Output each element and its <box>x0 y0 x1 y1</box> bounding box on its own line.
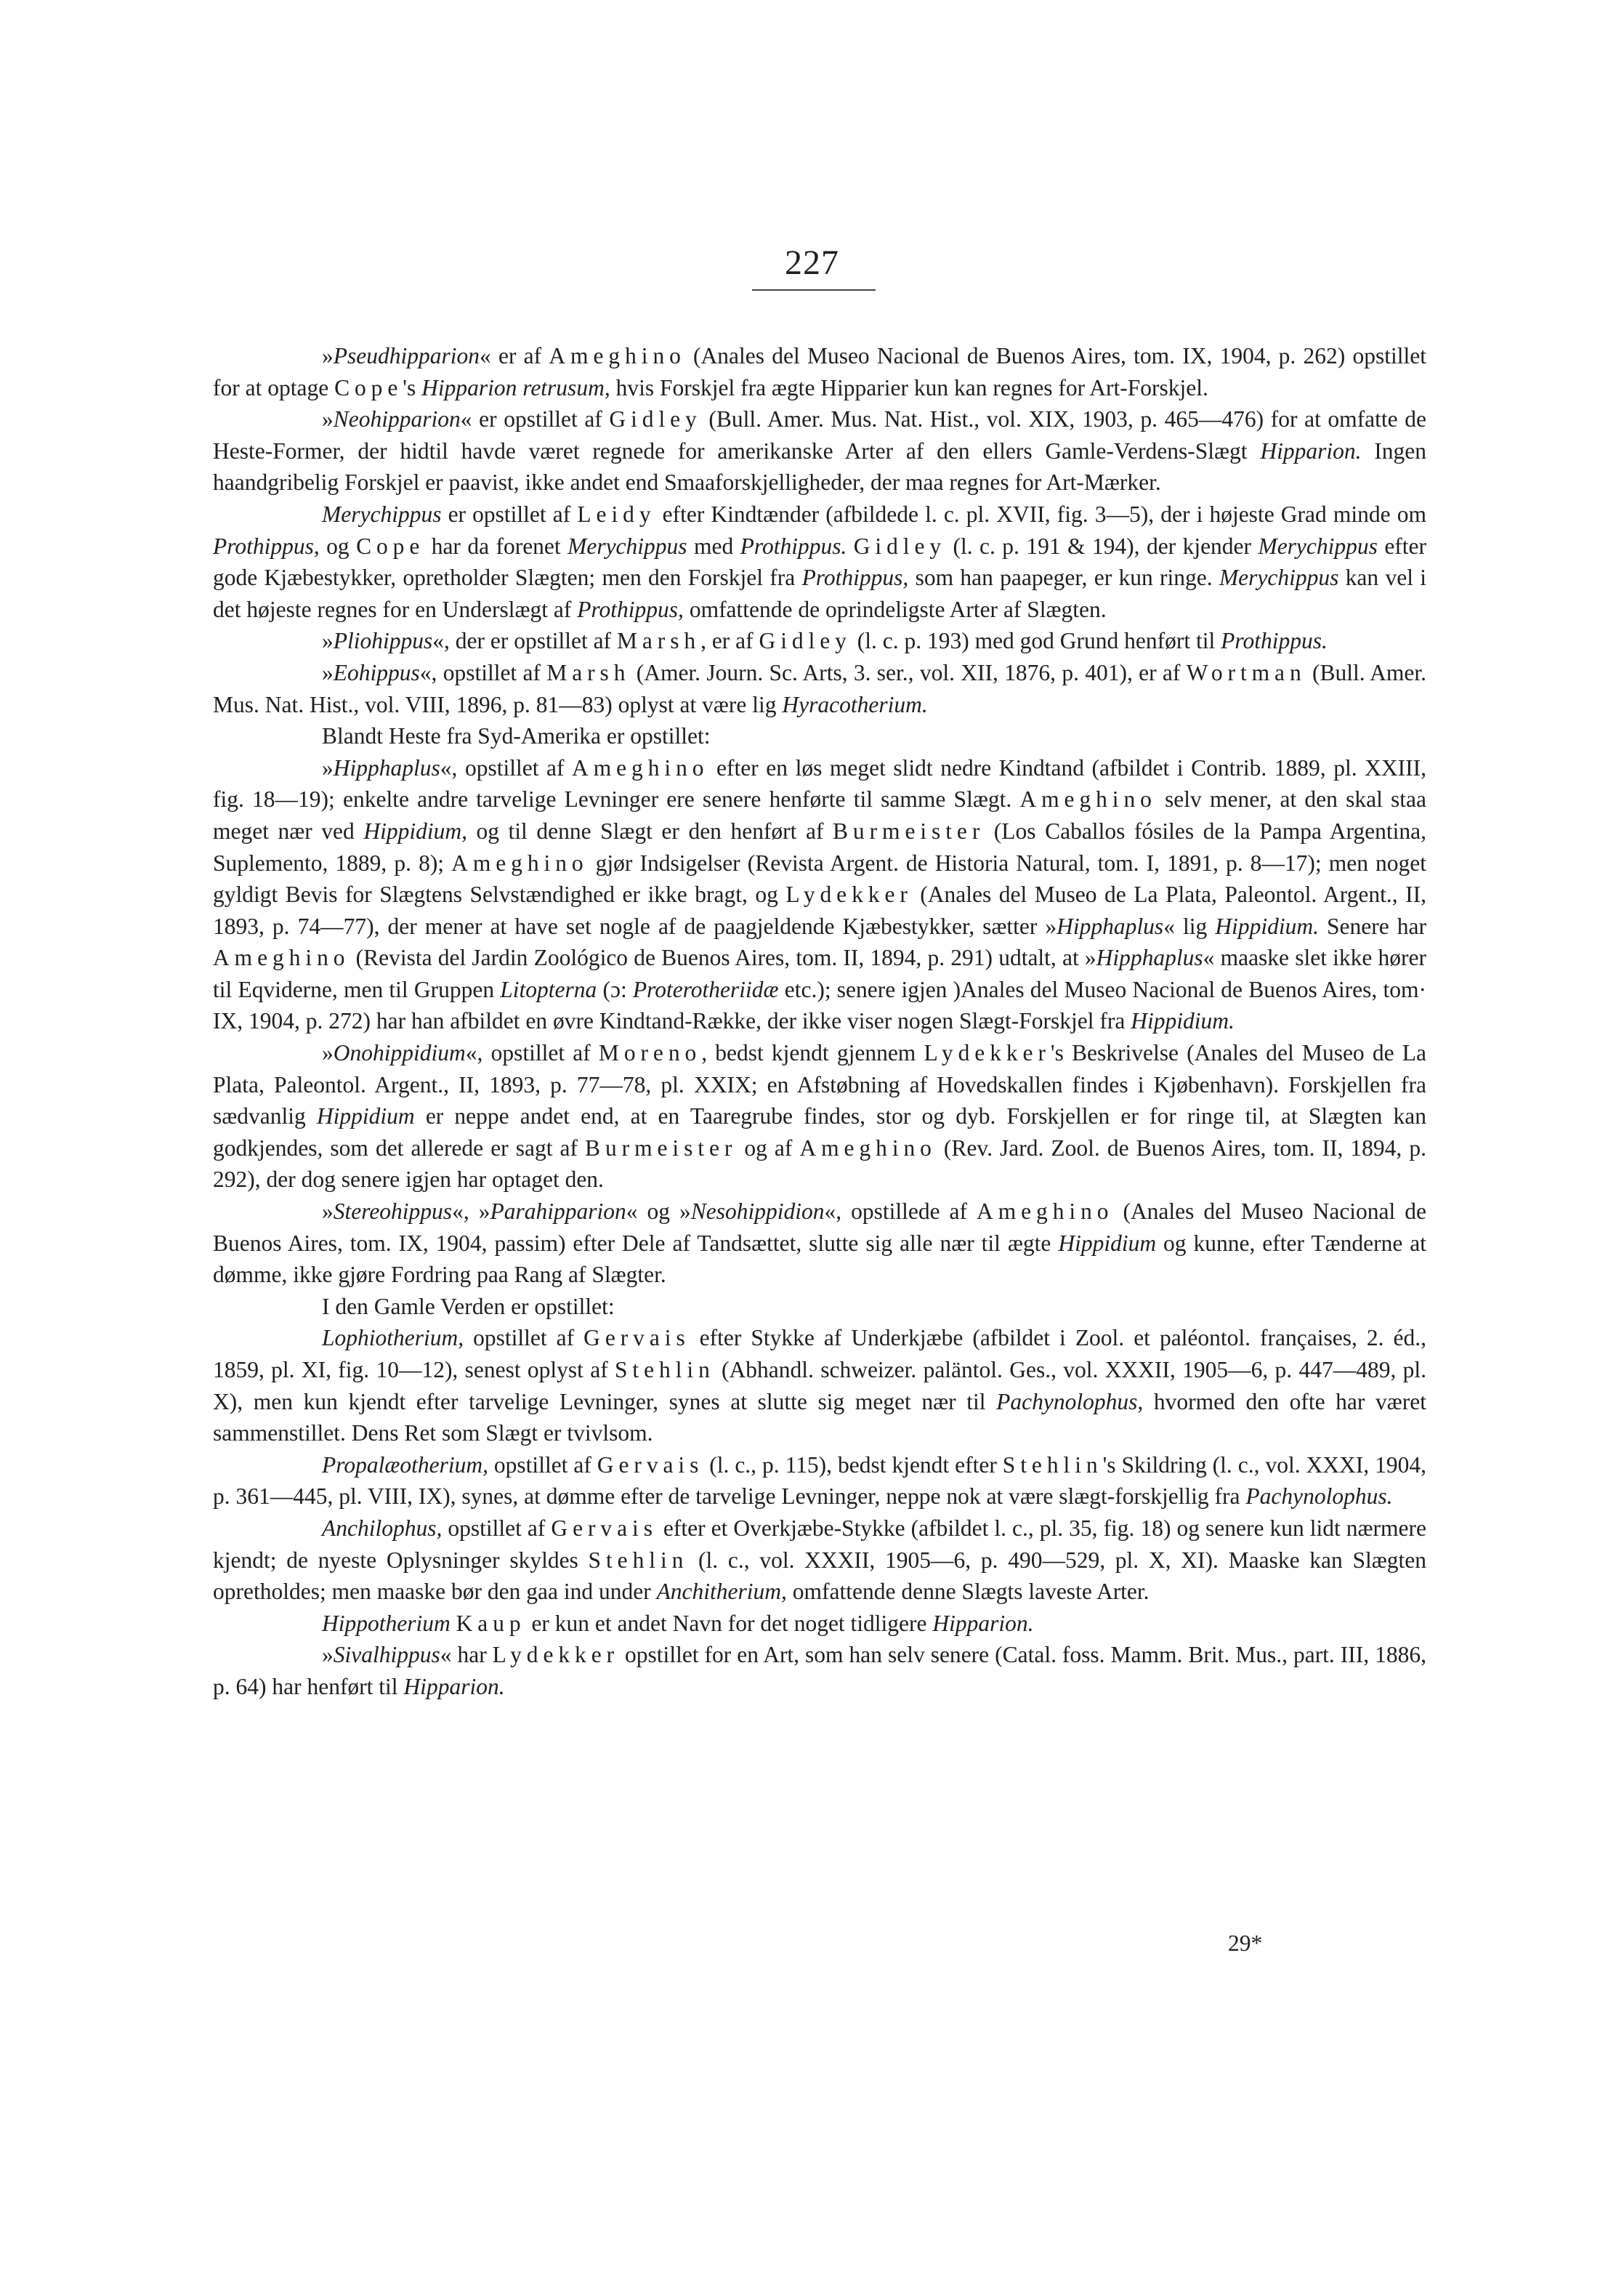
text-run: omfattende de oprindeligste Arter af Slægten. <box>683 596 1107 622</box>
paragraph <box>213 1639 1426 1702</box>
text-run: er opstillet af <box>441 501 578 527</box>
printer-signature: 29* <box>1228 1930 1263 1956</box>
text-run <box>847 533 853 559</box>
text-run: som han paapeger, er kun ringe. <box>908 565 1219 591</box>
paragraph <box>213 1322 1426 1449</box>
author-name: Gervais <box>597 1451 704 1478</box>
text-run: Ingen haandgribelig Forskjel er paavist, ikke andet end Smaaforskjelligheder, der maa regnes for Art-Mærker. <box>213 438 1426 496</box>
text-run: opstillet af <box>464 1325 584 1351</box>
author-name: Ameghino <box>549 343 686 368</box>
author-name: Marsh <box>616 628 701 654</box>
taxon-name: Prothippus, <box>577 596 684 622</box>
text-run: og af <box>737 1135 800 1161</box>
taxon-name: Hippidium <box>1058 1230 1157 1256</box>
text-run: I den Gamle Verden er opstillet: <box>322 1293 615 1319</box>
text-run: er neppe andet end, at en Taaregrube findes, stor og dyb. Forskjellen er for ringe til, at Slægten kan godkjendes, som det allerede er sagt af <box>213 1103 1426 1161</box>
author-name: Cope <box>334 374 403 400</box>
text-run: » <box>322 1040 334 1066</box>
text-run: (Anales del Museo Nacional de Buenos Aires, tom. IX, 1904, p. 262) opstillet for at optage <box>213 343 1426 400</box>
author-name: Gidley <box>853 533 947 559</box>
author-name: Lydekker <box>785 882 913 908</box>
text-run: «, opstillet af <box>465 1040 599 1066</box>
text-run: gjør Indsigelser (Revista Argent. de Historia Natural, tom. I, 1891, p. 8—17); men noget gyldigt Bevis for Slægtens Selvstændighed er ikke bragt, og <box>213 850 1426 908</box>
text-run: » <box>322 659 334 685</box>
taxon-name: Prothippus, <box>801 565 909 591</box>
text-run: opstillet for en Art, som han selv senere (Catal. foss. Mamm. Brit. Mus., part. III, 1886, p. 64) har henført til <box>213 1642 1426 1699</box>
taxon-name: Neohipparion <box>333 406 461 432</box>
taxon-name: Merychippus <box>567 533 687 559</box>
text-run: «, opstillet af <box>419 659 547 685</box>
taxon-name: Stereohippus <box>333 1199 453 1225</box>
text-run: , bedst kjendt gjennem <box>701 1040 924 1066</box>
text-run: 's Beskrivelse (Anales del Museo de La Plata, Paleontol. Argent., II, 1893, p. 77—78, pl. XXIX; en Afstøbning af Hovedskallen findes i Kjøbenhavn). Forskjellen fra sædvanlig <box>213 1040 1426 1129</box>
paragraph <box>213 1449 1426 1512</box>
paragraph <box>213 340 1426 403</box>
text-run: (Bull. Amer. Mus. Nat. Hist., vol. XIX, 1903, p. 465—476) for at omfatte de Heste-Former, der hidtil havde været regnede for amerikanske Arter af den ellers Gamle-Verdens-Slægt <box>213 406 1426 464</box>
text-run: kan vel i det højeste regnes for en Underslægt af <box>213 565 1426 622</box>
author-name: Ameghino <box>977 1199 1114 1225</box>
text-run: efter Stykke af Underkjæbe (afbildet i Zool. et paléontol. françaises, 2. éd., 1859, pl. XI, fig. 10—12), senest oplyst af <box>213 1325 1426 1382</box>
text-run: og kunne, efter Tænderne at dømme, ikke gjøre Fordring paa Rang af Slægter. <box>213 1230 1427 1288</box>
paragraph <box>213 752 1426 1037</box>
author-name: Ameghino <box>451 850 589 876</box>
text-run: (l. c., p. 115), bedst kjendt efter <box>703 1451 1003 1478</box>
paragraph <box>213 657 1426 720</box>
text-run: Blandt Heste fra Syd-Amerika er opstillet: <box>322 723 711 749</box>
page-number: 227 <box>785 243 839 282</box>
text-run: » <box>322 343 334 368</box>
text-run: hvormed den ofte har været sammenstillet. Dens Ret som Slægt er tvivlsom. <box>213 1388 1426 1446</box>
taxon-name: Hippidium. <box>1215 913 1319 939</box>
text-run: « lig <box>1163 913 1216 939</box>
taxon-name: Pachynolophus, <box>996 1388 1144 1414</box>
taxon-name: Merychippus <box>1258 533 1378 559</box>
paragraph <box>213 1512 1426 1608</box>
taxon-name: Hippidium <box>316 1103 415 1129</box>
taxon-name: Onohippidium <box>333 1040 466 1066</box>
text-run: efter gode Kjæbestykker, opretholder Slægten; men den Forskjel fra <box>213 533 1427 591</box>
author-name: Lydekker <box>492 1642 620 1668</box>
author-name: Kaup <box>456 1610 526 1636</box>
paragraph <box>213 625 1426 657</box>
text-run: « og » <box>626 1199 691 1225</box>
body-text <box>213 340 1426 1703</box>
taxon-name: Prothippus. <box>740 533 847 559</box>
taxon-name: Merychippus <box>322 501 442 527</box>
author-name: Burmeister <box>832 818 985 844</box>
paragraph <box>213 1291 1426 1323</box>
taxon-name: Hippotherium <box>322 1610 451 1636</box>
text-run: Senere har <box>1318 913 1426 939</box>
taxon-name: Hyracotherium. <box>782 691 928 717</box>
paragraph <box>213 1608 1426 1640</box>
author-name: Ameghino <box>799 1135 937 1161</box>
text-run: (ɔ: <box>597 976 633 1002</box>
paragraph <box>213 499 1426 625</box>
text-run: «, » <box>452 1199 490 1225</box>
author-name: Ameghino <box>1019 786 1157 813</box>
text-run: » <box>322 754 334 781</box>
paragraph <box>213 1037 1426 1196</box>
taxon-name: Proterotheriidæ <box>632 976 779 1002</box>
paragraph <box>213 403 1426 499</box>
taxon-name: Hipphaplus <box>333 754 440 781</box>
text-run: opstillet af <box>442 1515 552 1541</box>
taxon-name: Lophiotherium, <box>322 1325 464 1351</box>
text-run: « er af <box>480 343 549 368</box>
taxon-name: Merychippus <box>1219 565 1339 591</box>
text-run: etc.); senere igjen )Anales del Museo Nacional de Buenos Aires, tom· IX, 1904, p. 272) har han afbildet en øvre Kindtand-Række, der ikke viser nogen Slægt-Forskjel fra <box>213 976 1426 1034</box>
text-run: (Amer. Journ. Sc. Arts, 3. ser., vol. XII, 1876, p. 401), er af <box>630 659 1187 685</box>
text-run: (Anales del Museo Nacional de Buenos Aires, tom. IX, 1904, passim) efter Dele af Tandsættet, slutte sig alle nær til ægte <box>213 1199 1427 1256</box>
taxon-name: Anchilophus, <box>322 1515 443 1541</box>
taxon-name: Anchitherium, <box>656 1579 787 1605</box>
taxon-name: Hipparion. <box>932 1610 1034 1636</box>
author-name: Burmeister <box>585 1135 738 1161</box>
text-run: har da forenet <box>424 533 568 559</box>
text-run: 's Skildring (l. c., vol. XXXI, 1904, p. 361—445, pl. VIII, IX), synes, at dømme efter de tarvelige Levninger, neppe nok at være slægt-forskjellig fra <box>213 1451 1426 1510</box>
text-run: og til denne Slægt er den henført af <box>466 818 833 844</box>
author-name: Cope <box>356 533 425 559</box>
text-run: omfattende denne Slægts laveste Arter. <box>786 1579 1150 1605</box>
text-run: « har <box>440 1642 493 1668</box>
header-rule <box>752 289 876 291</box>
text-run: (Abhandl. schweizer. paläntol. Ges., vol. XXXII, 1905—6, p. 447—489, pl. X), men kun kjendt efter tarvelige Levninger, synes at slutte sig meget nær til <box>213 1357 1426 1414</box>
text-run: (l. c. p. 191 & 194), der kjender <box>946 533 1259 559</box>
taxon-name: Hippidium, <box>363 818 467 844</box>
taxon-name: Pseudhipparion <box>333 343 480 368</box>
text-run: hvis Forskjel fra ægte Hipparier kun kan regnes for Art-Forskjel. <box>610 374 1208 400</box>
taxon-name: Litopterna <box>500 976 597 1002</box>
text-run: «, opstillede af <box>824 1199 977 1225</box>
taxon-name: Pliohippus <box>333 628 433 654</box>
author-name: Ameghino <box>572 754 709 781</box>
author-name: Ameghino <box>213 945 350 971</box>
text-run: og <box>319 533 357 559</box>
taxon-name: Hipparion. <box>403 1673 505 1699</box>
text-run: er kun et andet Navn for det noget tidligere <box>525 1610 933 1636</box>
text-run: efter Kindtænder (afbildede l. c. pl. XVII, fig. 3—5), der i højeste Grad minde om <box>655 501 1426 527</box>
text-run: » <box>322 1199 334 1225</box>
taxon-name: Pachynolophus. <box>1245 1483 1393 1510</box>
paragraph <box>213 720 1426 752</box>
text-run: «, opstillet af <box>440 754 573 781</box>
text-run: med <box>687 533 740 559</box>
author-name: Gidley <box>759 628 852 654</box>
taxon-name: Sivalhippus <box>333 1642 440 1668</box>
taxon-name: Propalæotherium, <box>322 1451 488 1478</box>
author-name: Wortman <box>1186 659 1306 685</box>
text-run: (l. c., vol. XXXII, 1905—6, p. 490—529, pl. X, XI). Maaske kan Slægten opretholdes; men maaske bør den gaa ind under <box>213 1547 1426 1605</box>
taxon-name: Prothippus. <box>1221 628 1328 654</box>
author-name: Stehlin <box>588 1547 689 1573</box>
text-run: (Bull. Amer. Mus. Nat. Hist., vol. VIII, 1896, p. 81—83) oplyst at være lig <box>213 659 1426 717</box>
author-name: Lydekker <box>924 1040 1051 1066</box>
taxon-name: Prothippus, <box>213 533 320 559</box>
taxon-name: Hipphaplus <box>1096 945 1203 971</box>
author-name: Gidley <box>609 406 702 432</box>
text-run: efter et Overkjæbe-Stykke (afbildet l. c., pl. 35, fig. 18) og senere kun lidt nærmere kjendt; de nyeste Oplysninger skyldes <box>213 1515 1426 1573</box>
author-name: Leidy <box>577 501 656 527</box>
author-name: Moreno <box>598 1040 702 1066</box>
text-run: 's <box>403 374 422 400</box>
author-name: Gervais <box>551 1515 658 1541</box>
author-name: Stehlin <box>1002 1451 1103 1478</box>
text-run: « er opstillet af <box>460 406 610 432</box>
text-run: «, der er opstillet af <box>432 628 617 654</box>
taxon-name: Parahipparion <box>490 1199 626 1225</box>
text-run: » <box>322 406 334 432</box>
text-run: opstillet af <box>488 1451 597 1478</box>
text-run: efter en løs meget slidt nedre Kindtand (afbildet i Contrib. 1889, pl. XXIII, fig. 18—19); enkelte andre tarvelige Levninger ere senere henførte til samme Slægt. <box>213 754 1426 813</box>
text-run: « maaske slet ikke hører til Eqviderne, men til Gruppen <box>213 945 1426 1002</box>
taxon-name: Nesohippidion <box>690 1199 825 1225</box>
taxon-name: Hipparion. <box>1260 438 1362 464</box>
text-run: , er af <box>700 628 759 654</box>
text-run: (Anales del Museo de La Plata, Paleontol. Argent., II, 1893, p. 74—77), der mener at have set nogle af de paagjeldende Kjæbestykker, sætter » <box>213 882 1426 939</box>
text-run: (l. c. p. 193) med god Grund henført til <box>851 628 1221 654</box>
taxon-name: Hipparion retrusum, <box>421 374 610 400</box>
author-name: Marsh <box>546 659 631 685</box>
text-run: (Rev. Jard. Zool. de Buenos Aires, tom. II, 1894, p. 292), der dog senere igjen har optaget den. <box>213 1135 1426 1193</box>
text-run: (Revista del Jardin Zoológico de Buenos Aires, tom. II, 1894, p. 291) udtalt, at » <box>350 945 1096 971</box>
author-name: Gervais <box>583 1325 690 1351</box>
text-run: (Los Caballos fósiles de la Pampa Argentina, Suplemento, 1889, p. 8); <box>213 818 1426 876</box>
text-run <box>451 1611 456 1636</box>
taxon-name: Hipphaplus <box>1057 913 1164 939</box>
taxon-name: Eohippus <box>333 659 420 685</box>
taxon-name: Hippidium. <box>1131 1008 1235 1034</box>
text-run: » <box>322 1642 334 1668</box>
text-run: » <box>322 628 334 654</box>
text-run: selv mener, at den skal staa meget nær ved <box>213 786 1426 844</box>
paragraph <box>213 1196 1426 1291</box>
author-name: Stehlin <box>614 1357 715 1382</box>
